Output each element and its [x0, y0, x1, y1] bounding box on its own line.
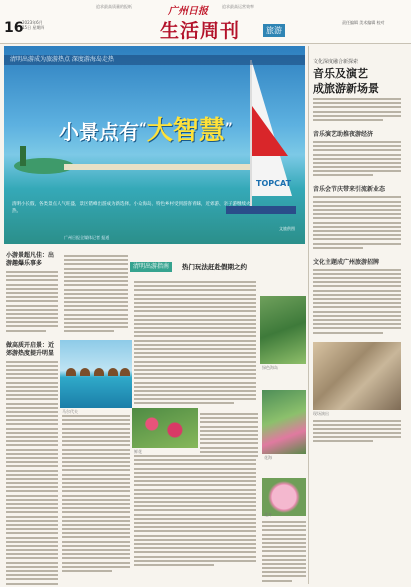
- pink-flower-photo: [262, 478, 306, 516]
- editor-credit: 责任编辑 美术编辑 校对: [342, 20, 385, 25]
- right-subheading-1: 音乐演艺助推夜游经济: [313, 130, 374, 138]
- mid-column-2: [134, 278, 256, 404]
- headline-quote-close: ”: [224, 120, 233, 135]
- right-photo-caption: 现场演出: [313, 410, 329, 416]
- hero-caption: 清明小长假，各类景点人气旺盛，景区错峰出游成为新选择。小众海岛、特色乡村受到游客青睐，近郊游、亲子游继续火热。: [12, 202, 251, 214]
- travel-guide-tag: 清明出游指南: [130, 262, 172, 272]
- mid-column-3: [134, 452, 256, 566]
- body-text-block: [313, 196, 407, 248]
- mid-column-6: [262, 518, 306, 582]
- section-tag: 旅游: [263, 24, 285, 37]
- travel-guide-title: 热门玩法赶赴假期之约: [182, 263, 247, 271]
- issue-date: 2023年6月15日 星期四: [22, 20, 45, 30]
- left-title-2: 做高质开启景：近郊游热度提升明显: [6, 341, 55, 357]
- right-title-line2: 成旅游新场景: [313, 82, 379, 95]
- travel-guide-header: [130, 262, 300, 272]
- garden1-caption: 绿色海岛: [262, 365, 278, 370]
- body-text-block: [6, 271, 58, 332]
- garden2-caption: 花海: [264, 455, 272, 460]
- body-text-block: [200, 413, 258, 461]
- hero-footer: 广州日报全媒体记者 报道: [64, 235, 110, 240]
- mid-column-1: [64, 252, 128, 332]
- headline-highlight: 大智慧: [146, 116, 225, 146]
- left-title-1: 小游景超凡佳：出游趣爆乐事多: [6, 252, 55, 267]
- body-text-block: [64, 255, 128, 332]
- hero-headline: [59, 110, 233, 147]
- mid-column-4: [62, 412, 130, 572]
- headline-quote-open: “: [139, 120, 147, 135]
- hero-banner: 清明出游成为旅游热点 深度游海岛走热: [4, 55, 305, 65]
- slogan-right: 追求最高运营效率: [222, 4, 254, 9]
- body-text-block: [6, 361, 58, 587]
- right-subheading-2: 音乐会节庆带来引流新业态: [313, 186, 386, 194]
- masthead: [0, 0, 411, 44]
- body-text-block: [62, 415, 130, 572]
- sail-stripe: [252, 106, 288, 156]
- body-text-block: [134, 455, 256, 566]
- slogan-left: 追求最高质量的报纸: [96, 4, 132, 9]
- flowers-caption: 鲜花: [134, 449, 142, 454]
- hero-photo: [4, 46, 305, 244]
- villas-caption: 马尔代夫: [62, 409, 78, 414]
- body-text-block: [313, 98, 407, 121]
- page-number: 16: [4, 20, 24, 36]
- right-column-photo: [313, 342, 401, 410]
- left-column: [6, 252, 58, 587]
- right-kicker: 文化深度融合新探索: [313, 59, 359, 65]
- sail-mast: [250, 60, 252, 210]
- newspaper-logo: 广州日报: [168, 6, 208, 17]
- body-text-block: [313, 141, 407, 177]
- pier: [64, 164, 274, 170]
- hero-photo-credit: 文旅供图: [279, 226, 295, 231]
- flower-park-photo: [262, 390, 306, 454]
- mid-column-5: [200, 410, 258, 461]
- section-title: 生活周刊: [160, 20, 241, 42]
- red-flowers-photo: [132, 408, 198, 448]
- pinkflower-caption: 花卉: [264, 512, 272, 517]
- right-title-line1: 音乐及演艺: [313, 67, 368, 80]
- headline-pre: 小景点有: [59, 120, 139, 144]
- palm-trunk: [20, 146, 26, 166]
- body-text-block: [313, 269, 407, 334]
- sail-text: TOPCAT: [256, 179, 292, 188]
- right-subheading-3: 文化主题成广州旅游招牌: [313, 258, 380, 266]
- body-text-block: [134, 281, 256, 404]
- overwater-villas-photo: [60, 340, 132, 408]
- body-text-block: [313, 420, 407, 443]
- right-column-article: [308, 46, 407, 584]
- island-garden-photo: [260, 296, 306, 364]
- body-text-block: [262, 521, 306, 582]
